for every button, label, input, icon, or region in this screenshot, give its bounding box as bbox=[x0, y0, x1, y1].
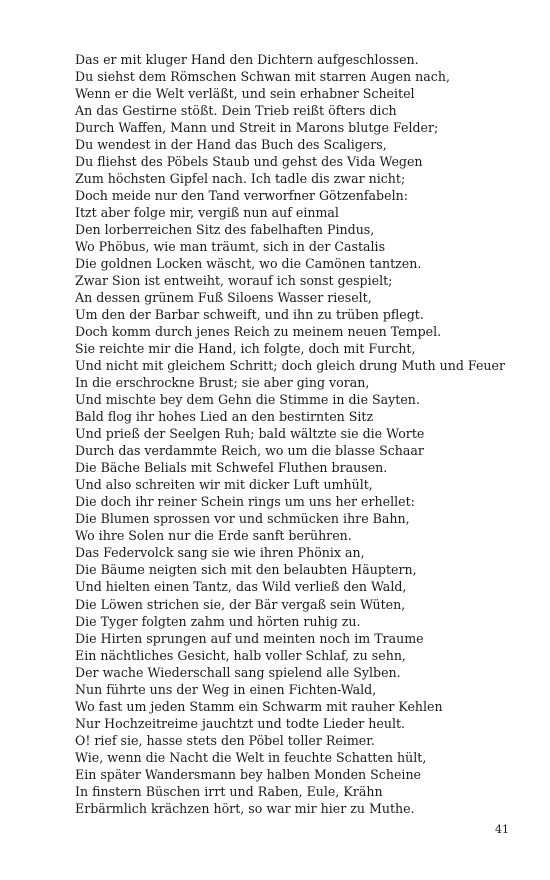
poem-line: Zum höchsten Gipfel nach. Ich tadle dis zwar nicht; bbox=[75, 171, 406, 187]
poem-text bbox=[75, 51, 540, 817]
poem-line: Itzt aber folge mir, vergiß nun auf einmal bbox=[75, 205, 339, 221]
poem-line: Die Bäche Belials mit Schwefel Fluthen brausen. bbox=[75, 460, 388, 476]
poem-line: Zwar Sion ist entweiht, worauf ich sonst gespielt; bbox=[75, 273, 393, 289]
poem-line: Du siehst dem Römschen Schwan mit starren Augen nach, bbox=[75, 69, 450, 85]
poem-line: Wie, wenn die Nacht die Welt in feuchte Schatten hült, bbox=[75, 749, 427, 765]
poem-line: Die doch ihr reiner Schein rings um uns her erhellet: bbox=[75, 494, 415, 510]
poem-line: Und prieß der Seelgen Ruh; bald wältzte sie die Worte bbox=[75, 426, 425, 442]
poem-line: Die Löwen strichen sie, der Bär vergaß sein Wüten, bbox=[75, 596, 406, 612]
poem-line: Nur Hochzeitreime jauchtzt und todte Lieder heult. bbox=[75, 715, 406, 731]
poem-line: Sie reichte mir die Hand, ich folgte, doch mit Furcht, bbox=[75, 341, 416, 357]
poem-line: Durch das verdammte Reich, wo um die blasse Schaar bbox=[75, 443, 424, 459]
poem-line: Durch Waffen, Mann und Streit in Marons blutge Felder; bbox=[75, 120, 439, 136]
poem-line: Wo Phöbus, wie man träumt, sich in der Castalis bbox=[75, 239, 386, 255]
poem-line: O! rief sie, hasse stets den Pöbel toller Reimer. bbox=[75, 732, 375, 748]
poem-line: Ein nächtliches Gesicht, halb voller Schlaf, zu sehn, bbox=[75, 647, 406, 663]
poem-line: Du wendest in der Hand das Buch des Scaligers, bbox=[75, 137, 387, 153]
poem-line: In finstern Büschen irrt und Raben, Eule, Krähn bbox=[75, 783, 383, 799]
poem-line: In die erschrockne Brust; sie aber ging voran, bbox=[75, 375, 370, 391]
poem-line: Erbärmlich krächzen hört, so war mir hier zu Muthe. bbox=[75, 800, 415, 816]
poem-line: Doch komm durch jenes Reich zu meinem neuen Tempel. bbox=[75, 324, 442, 340]
poem-line: Die Bäume neigten sich mit den belaubten Häuptern, bbox=[75, 562, 417, 578]
poem-line: Wo ihre Solen nur die Erde sanft berühren. bbox=[75, 528, 352, 544]
poem-line: Wo fast um jeden Stamm ein Schwarm mit rauher Kehlen bbox=[75, 698, 443, 714]
poem-line: An das Gestirne stößt. Dein Trieb reißt öfters dich bbox=[75, 103, 397, 119]
poem-line: An dessen grünem Fuß Siloens Wasser rieselt, bbox=[75, 290, 372, 306]
poem-line: Du fliehst des Pöbels Staub und gehst des Vida Wegen bbox=[75, 154, 423, 170]
poem-line: Wenn er die Welt verläßt, und sein erhabner Scheitel bbox=[75, 86, 415, 102]
poem-line: Der wache Wiederschall sang spielend alle Sylben. bbox=[75, 664, 401, 680]
poem-line: Die Blumen sprossen vor und schmücken ihre Bahn, bbox=[75, 511, 410, 527]
poem-line: Das Federvolck sang sie wie ihren Phönix an, bbox=[75, 545, 365, 561]
poem-line: Und also schreiten wir mit dicker Luft umhült, bbox=[75, 477, 373, 493]
poem-line: Die Tyger folgten zahm und hörten ruhig zu. bbox=[75, 613, 361, 629]
poem-line: Den lorberreichen Sitz des fabelhaften Pindus, bbox=[75, 222, 375, 238]
poem-line: Und hielten einen Tantz, das Wild verließ den Wald, bbox=[75, 579, 407, 595]
poem-line: Und nicht mit gleichem Schritt; doch gleich drung Muth und Feuer bbox=[75, 358, 506, 374]
poem-line: Doch meide nur den Tand verworfner Götzenfabeln: bbox=[75, 188, 408, 204]
poem-line: Und mischte bey dem Gehn die Stimme in die Sayten. bbox=[75, 392, 420, 408]
page-number: 41 bbox=[495, 823, 509, 836]
poem-line: Um den der Barbar schweift, und ihn zu trüben pflegt. bbox=[75, 307, 424, 323]
poem-line: Bald flog ihr hohes Lied an den bestirnten Sitz bbox=[75, 409, 374, 425]
poem-line: Die Hirten sprungen auf und meinten noch im Traume bbox=[75, 630, 424, 646]
poem-line: Nun führte uns der Weg in einen Fichten-Wald, bbox=[75, 681, 377, 697]
poem-line: Ein später Wandersmann bey halben Monden Scheine bbox=[75, 766, 422, 782]
poem-line: Die goldnen Locken wäscht, wo die Camönen tantzen. bbox=[75, 256, 422, 272]
poem-line: Das er mit kluger Hand den Dichtern aufgeschlossen. bbox=[75, 52, 419, 67]
